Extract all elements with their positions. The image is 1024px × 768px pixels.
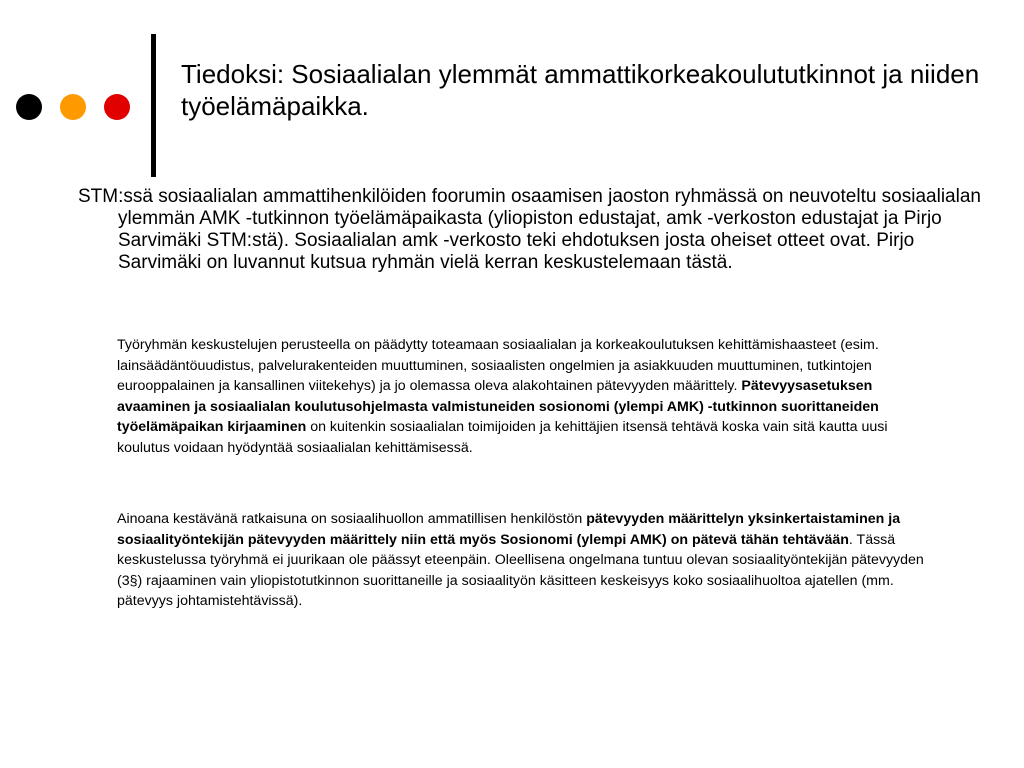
quote-1-text-start: Työryhmän keskustelujen perusteella on päädytty toteamaan sosiaalialan ja korkeakoulutuksen kehittämishaasteet (esim. lainsäädäntöuudistus, palvelurakenteiden muuttuminen, sosiaalisten ongelmien ja asiakkuuden muuttuminen, tutkintojen eurooppalainen ja kansallinen viitekehys) ja jo olemassa oleva alakohtainen pätevyyden määrittely. — [117, 337, 879, 395]
quote-paragraph-2 — [117, 509, 939, 612]
quote-2-text-start: Ainoana kestävänä ratkaisuna on sosiaalihuollon ammatillisen henkilöstön — [117, 511, 587, 527]
quote-paragraph-1 — [117, 335, 939, 459]
quote-1-bold-text: Pätevyysasetuksen avaaminen ja sosiaalialan koulutusohjelmasta valmistuneiden sosionomi (ylempi AMK) -tutkinnon suorittaneiden työelämäpaikan kirjaaminen — [117, 378, 879, 436]
slide-title: Tiedoksi: Sosiaalialan ylemmät ammattikorkeakoulututkinnot ja niiden työelämäpaikka. — [181, 59, 980, 121]
vertical-divider — [151, 34, 156, 177]
decorative-dot-black — [16, 94, 42, 120]
decorative-dot-orange — [60, 94, 86, 120]
quote-2-bold-text: pätevyyden määrittelyn yksinkertaistaminen ja sosiaalityöntekijän pätevyyden määrittely niin että myös Sosionomi (ylempi AMK) on pätevä tähän tehtävään — [117, 511, 901, 548]
intro-paragraph: STM:ssä sosiaalialan ammattihenkilöiden foorumin osaamisen jaoston ryhmässä on neuvoteltu sosiaalialan ylemmän AMK -tutkinnon työelämäpaikasta (yliopiston edustajat, amk -verkoston edustajat ja Pirjo Sarvimäki STM:stä). Sosiaalialan amk -verkosto teki ehdotuksen josta oheiset otteet ovat. Pirjo Sarvimäki on luvannut kutsua ryhmän vielä kerran keskustelemaan tästä. — [78, 186, 981, 273]
quote-1-text-end: on kuitenkin sosiaalialan toimijoiden ja kehittäjien itsensä tehtävä koska vain sitä kautta uusi koulutus voidaan hyödyntää sosiaalialan kehittämisessä. — [117, 419, 888, 456]
quote-2-text-end: . Tässä keskustelussa työryhmä ei juurikaan ole päässyt eteenpäin. Oleellisena ongelmana tuntuu olevan sosiaalityöntekijän pätevyyden (3§) rajaaminen vain yliopistotutkinnon suorittaneille ja sosiaalityön käsitteen keskeisyys koko sosiaalihuoltoa ajatellen (mm. pätevyys johtamistehtävissä). — [117, 531, 924, 610]
decorative-dot-red — [104, 94, 130, 120]
